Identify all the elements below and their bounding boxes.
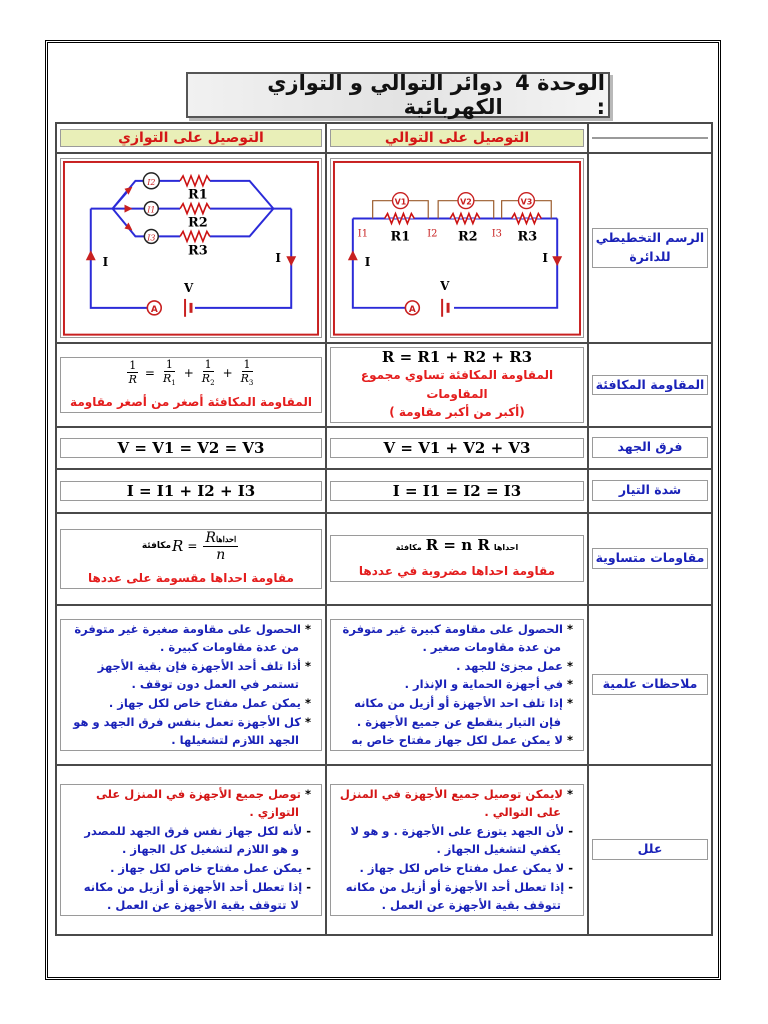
bullet: - [568, 879, 573, 894]
arrow-down-icon [286, 256, 296, 266]
fraction-term: $\frac{1}{R_3}$ [240, 358, 254, 388]
list-item-text: توصل جميع الأجهزة في المنزل على [96, 786, 301, 801]
arrow-icon [125, 204, 133, 212]
list-item-text: إذا تعطل أحد الأجهزة أو أزيل من مكانه [83, 879, 303, 894]
bullet: * [304, 621, 311, 636]
label-notes-cell [588, 605, 712, 765]
list-item [67, 896, 311, 915]
label-notes: ملاحظات علمية [602, 676, 698, 692]
series-equivalent-note1: المقاومة المكافئة تساوي مجموع المقاومات [360, 368, 554, 401]
list-item [67, 620, 311, 639]
row-reasons [56, 765, 712, 935]
battery-label: V [440, 278, 450, 293]
list-item-text: إذا تعطل أحد الأجهزة أو أزيل من مكانه [345, 879, 565, 894]
series-current-cell [326, 469, 588, 513]
list-item [67, 859, 311, 878]
resistor-label: R1 [188, 187, 208, 203]
resistor-label: R2 [188, 215, 208, 231]
list-item [67, 731, 311, 750]
list-item-text: على التوالي . [484, 805, 561, 820]
series-equivalent-formula: R = R1 + R2 + R3 [381, 348, 533, 366]
header-parallel: التوصيل على التوازي [118, 130, 264, 146]
header-parallel-cell [56, 123, 326, 153]
list-item-text: الحصول على مقاومة صغيرة غير متوفرة [74, 621, 301, 636]
bullet [303, 898, 311, 912]
list-item-text: لا يمكن عمل لكل جهاز مفتاح خاص به [351, 733, 563, 748]
parallel-circuit-diagram [61, 159, 321, 338]
list-item [337, 785, 573, 804]
parallel-equal-note: مقاومة احداها مقسومة على عددها [88, 570, 294, 585]
branch-current-label: I2 [147, 177, 156, 187]
bullet: - [306, 861, 311, 876]
list-item [337, 638, 573, 657]
bullet: - [306, 823, 311, 838]
series-reasons-cell [326, 765, 588, 935]
label-equal: مقاومات متساوية [595, 550, 705, 566]
parallel-reasons-list [61, 785, 321, 915]
list-item-text: تستمر في العمل دون توقف . [131, 677, 299, 692]
ammeter-label: A [408, 304, 416, 315]
row-notes [56, 605, 712, 765]
voltmeter-label: V3 [520, 197, 533, 207]
label-reasons-cell [588, 765, 712, 935]
bullet [303, 677, 311, 691]
list-item-text: أذا تلف أحد الأجهزة فإن بقية الأجهز [97, 658, 301, 673]
title-subject: دوائر التوالي و التوازي الكهربائية [267, 71, 503, 119]
list-item [337, 675, 573, 694]
bullet: * [566, 733, 573, 748]
voltmeter-label: V1 [394, 197, 407, 207]
row-equal [56, 513, 712, 605]
battery-label: V [184, 280, 194, 295]
parallel-equivalent-formula: $\frac{1}{R}$ = $\frac{1}{R_1}$ + $\frac{1}{R_2}$ + $\frac{1}{R_3}$ [128, 358, 254, 388]
parallel-voltage-cell [56, 427, 326, 469]
list-item [337, 694, 573, 713]
parallel-equivalent-note: المقاومة المكافئة أصغر من أصغر مقاومة [70, 395, 312, 410]
list-item [67, 657, 311, 676]
list-item [337, 657, 573, 676]
label-current: شدة التيار [618, 482, 682, 498]
branch-current-label: I1 [147, 205, 156, 215]
series-notes-list [331, 620, 583, 750]
row-equivalent [56, 343, 712, 427]
list-item-text: كل الأجهزة تعمل بنفس فرق الجهد و هو [73, 714, 301, 729]
list-item-text: لايمكن توصيل جميع الأجهزة في المنزل [339, 786, 563, 801]
bullet: * [304, 714, 311, 729]
list-item [67, 822, 311, 841]
list-item [67, 878, 311, 897]
bullet [565, 805, 573, 819]
fraction-lhs: $\frac{1}{R}$ [128, 359, 137, 387]
bullet: - [568, 861, 573, 876]
list-item-text: و هو اللازم لتشغيل كل الجهاز . [122, 842, 299, 857]
list-item [337, 731, 573, 750]
label-diagram-cell [588, 153, 712, 343]
list-item-text: يكفي لتشغيل الجهاز . [436, 842, 561, 857]
list-item-text: الجهد اللازم لتشغيلها . [171, 733, 299, 748]
list-item [337, 840, 573, 859]
current-label: I1 [357, 228, 369, 240]
list-item [337, 896, 573, 915]
list-item [337, 822, 573, 841]
list-item-text: تتوقف بقية الأجهزة عن العمل . [381, 898, 561, 913]
row-current [56, 469, 712, 513]
list-item [67, 785, 311, 804]
resistor-label: R3 [517, 229, 538, 245]
bullet [303, 805, 311, 819]
label-current-cell [588, 469, 712, 513]
list-item-text: إذا تلف احد الأجهزة أو أزيل من مكانه [354, 696, 563, 711]
bullet [565, 640, 573, 654]
title-unit: الوحدة 4 : [515, 71, 605, 119]
label-equivalent: المقاومة المكافئة [595, 376, 705, 392]
series-equal-note: مقاومة احداها مضروبة في عددها [358, 564, 556, 579]
list-item [67, 840, 311, 859]
resistor-r3-icon [180, 231, 210, 241]
ammeter-label: A [150, 304, 158, 315]
parallel-current-formula: I = I1 + I2 + I3 [126, 481, 256, 500]
bullet: * [304, 658, 311, 673]
bullet: * [566, 696, 573, 711]
parallel-reasons-cell [56, 765, 326, 935]
bullet [565, 715, 573, 729]
fraction-term: $\frac{1}{R_1}$ [162, 358, 176, 388]
list-item-text: لا تتوقف بقية الأجهزة عن العمل . [107, 898, 299, 913]
bullet: * [304, 696, 311, 711]
series-equal-formula: مكافئة R = n R احداها [395, 536, 519, 555]
label-diagram-line2: للدائرة [629, 249, 671, 264]
bullet: * [304, 786, 311, 801]
bullet: * [566, 786, 573, 801]
comparison-table [55, 122, 713, 936]
label-equivalent-cell [588, 343, 712, 427]
list-item [67, 803, 311, 822]
header-row [56, 123, 712, 153]
header-empty-cell [588, 123, 712, 153]
label-reasons: علل [637, 841, 663, 857]
series-reasons-list [331, 785, 583, 915]
current-label: I [275, 250, 281, 265]
list-item [337, 859, 573, 878]
bullet: * [566, 621, 573, 636]
list-item [67, 713, 311, 732]
current-label: I [102, 254, 109, 269]
row-diagram [56, 153, 712, 343]
list-item-text: في أجهزة الحماية و الإنذار . [404, 677, 563, 692]
current-label: I3 [491, 228, 502, 240]
list-item-text: التوازي . [249, 805, 299, 820]
fraction-term: $\frac{1}{R_2}$ [201, 358, 215, 388]
parallel-notes-list [61, 620, 321, 750]
list-item-text: لأنه لكل جهاز نفس فرق الجهد للمصدر [84, 823, 303, 838]
current-label: I [542, 250, 548, 265]
resistor-r2-icon [180, 203, 210, 213]
bullet [565, 898, 573, 912]
series-equal-cell [326, 513, 588, 605]
resistor-label: R1 [390, 229, 411, 245]
series-voltage-formula: V = V1 + V2 + V3 [383, 438, 531, 457]
series-circuit-diagram [331, 159, 583, 338]
bullet [565, 842, 573, 856]
bullet [303, 842, 311, 856]
series-current-formula: I = I1 = I2 = I3 [392, 481, 522, 500]
list-item [67, 694, 311, 713]
series-notes-cell [326, 605, 588, 765]
voltmeter-label: V2 [460, 197, 472, 207]
list-item-text: من عدة مقاومات صغير . [422, 640, 561, 655]
branch-current-label: I3 [147, 233, 156, 243]
resistor-label: R3 [188, 242, 208, 258]
list-item [337, 620, 573, 639]
list-item [337, 713, 573, 732]
list-item [337, 803, 573, 822]
list-item-text: لا يمكن عمل مفتاح خاص لكل جهاز . [359, 861, 565, 876]
list-item-text: لأن الجهد يتوزع على الأجهزة . و هو لا [350, 823, 565, 838]
list-item-text: الحصول على مقاومة كبيرة غير متوفرة [342, 621, 563, 636]
bullet [303, 733, 311, 747]
arrow-down-icon [552, 256, 562, 266]
bullet: - [568, 823, 573, 838]
list-item [67, 675, 311, 694]
series-voltage-cell [326, 427, 588, 469]
current-label: I [364, 254, 371, 269]
arrow-up-icon [348, 250, 358, 260]
current-label: I2 [427, 228, 438, 240]
list-item [337, 878, 573, 897]
list-item-text: يمكن عمل مفتاح خاص لكل جهاز . [110, 861, 303, 876]
label-voltage-cell [588, 427, 712, 469]
header-series-cell [326, 123, 588, 153]
bullet [303, 640, 311, 654]
label-diagram-line1: الرسم التخطيطي [595, 230, 705, 246]
list-item-text: فإن التيار ينقطع عن جميع الأجهزة . [356, 714, 561, 729]
parallel-equal-formula: مكافئة R = $\frac{\text{Rاحداها}}{n}$ [141, 529, 237, 563]
label-voltage: فرق الجهد [617, 439, 683, 455]
parallel-voltage-formula: V = V1 = V2 = V3 [117, 438, 265, 457]
parallel-diagram-cell [56, 153, 326, 343]
series-equivalent-cell [326, 343, 588, 427]
bullet: * [566, 677, 573, 692]
series-equivalent-note2: (أكبر من أكبر مقاومة ) [389, 405, 525, 420]
bullet: * [566, 658, 573, 673]
parallel-equal-cell [56, 513, 326, 605]
row-voltage [56, 427, 712, 469]
header-series: التوصيل على التوالي [384, 130, 530, 146]
list-item-text: من عدة مقاومات كبيرة . [159, 640, 299, 655]
arrow-up-icon [86, 250, 96, 260]
parallel-current-cell [56, 469, 326, 513]
series-diagram-cell [326, 153, 588, 343]
list-item [67, 638, 311, 657]
parallel-equivalent-cell [56, 343, 326, 427]
resistor-r1-icon [180, 176, 210, 186]
page-title [186, 72, 610, 118]
resistor-label: R2 [457, 229, 478, 245]
parallel-notes-cell [56, 605, 326, 765]
label-equal-cell [588, 513, 712, 605]
bullet: - [306, 879, 311, 894]
list-item-text: يمكن عمل مفتاح خاص لكل جهاز . [108, 696, 301, 711]
list-item-text: عمل مجزئ للجهد . [456, 658, 563, 673]
